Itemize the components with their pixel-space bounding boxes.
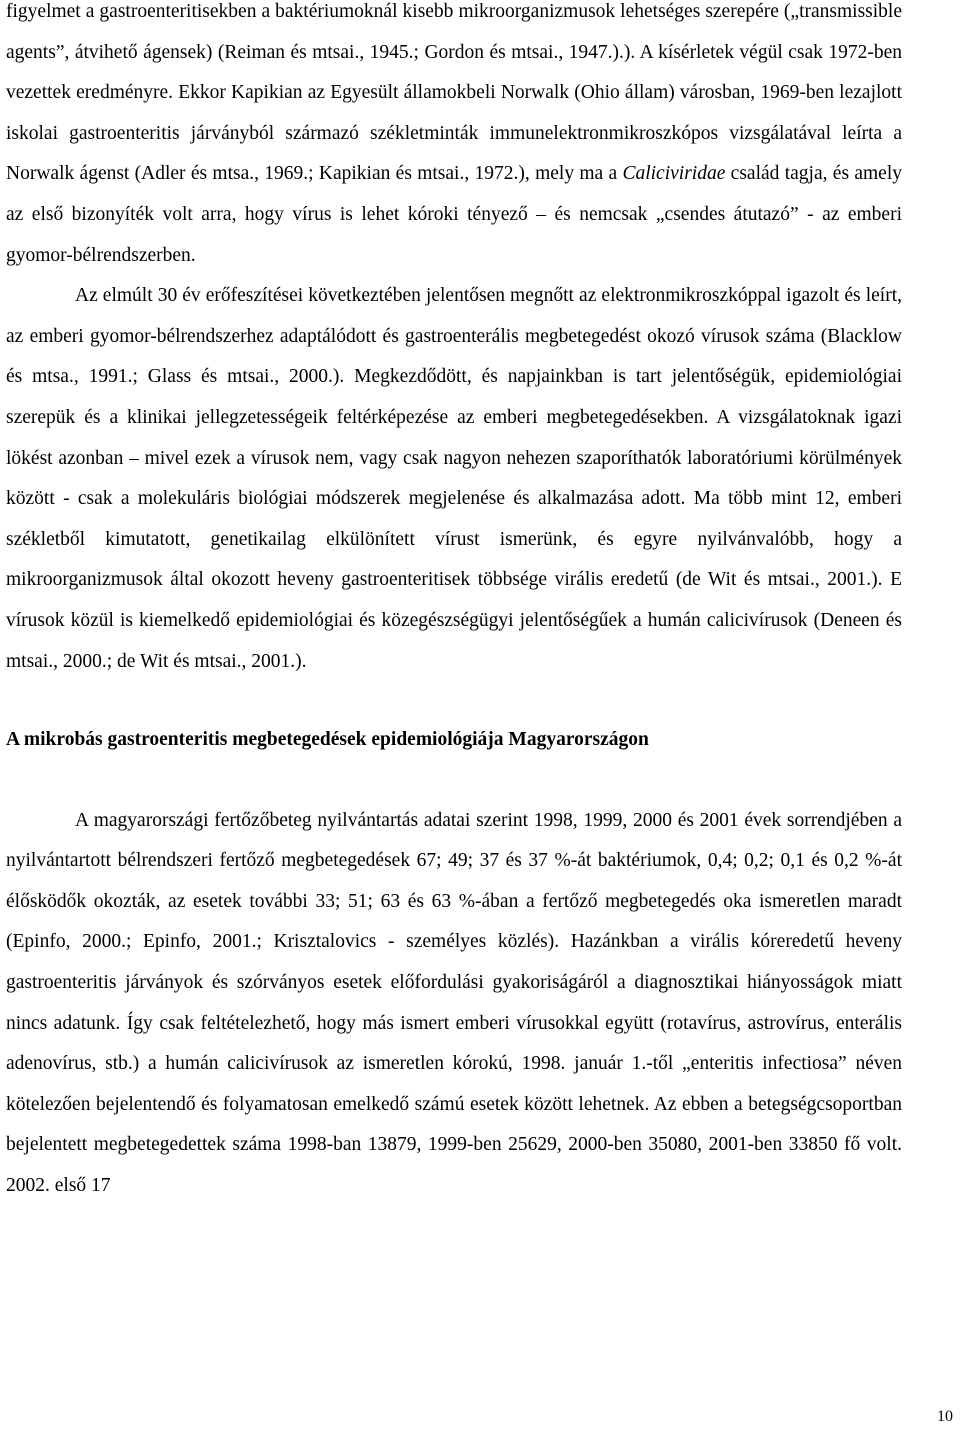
paragraph-hungary-epidemiology: A magyarországi fertőzőbeteg nyilvántartás adatai szerint 1998, 1999, 2000 és 2001 évek sorrendjében a nyilvántartott bélrendszeri fertőző megbetegedések 67; 49; 37 és 37 %-át baktériumok, 0,4; 0,2; 0,1 és 0,2 %-át élősködők okozták, az esetek további 33; 51; 63 és 63 %-ában a fertőző megbetegedés oka ismeretlen maradt (Epinfo, 2000.; Epinfo, 2001.; Krisztalovics - személyes közlés). Hazánkban a virális kóreredetű heveny gastroenteritis járványok és szórványos esetek előfordulási gyakoriságáról a diagnosztikai hiányosságok miatt nincs adatunk. Így csak feltételezhető, hogy más ismert emberi vírusokkal együtt (rotavírus, astrovírus, enterális adenovírus, stb.) a humán calicivírusok az ismeretlen kórokú, 1998. január 1.-től „enteritis infectiosa” néven kötelezően bejelentendő és folyamatosan emelkedő számú esetek között lehetnek. Az ebben a betegségcsoportban bejelentett megbetegedettek száma 1998-ban 13879, 1999-ben 25629, 2000-ben 35080, 2001-ben 33850 fő volt. 2002. első 17: [6, 809, 902, 1197]
text-run: figyelmet a gastroenteritisekben a baktériumoknál kisebb mikroorganizmusok lehetséges szerepére („transmissible agents”, átvihető ágensek) (Reiman és mtsai., 1945.; Gordon és mtsai., 1947.).). A kísérletek végül csak 1972-ben vezettek eredményre. Ekkor Kapikian az Egyesült államokbeli Norwalk (Ohio állam) városban, 1969-ben lezajlott iskolai gastroenteritis járványból származó székletminták immunelektronmikroszkópos vizsgálatával leírta a Norwalk ágenst (Adler és mtsa., 1969.; Kapikian és mtsai., 1972.), mely ma a: [6, 1, 902, 185]
paragraph-norwalk-history: [6, 0, 902, 276]
text-run: család tagja, és amely az első bizonyíték volt arra, hogy vírus is lehet kóroki tényező – és nemcsak „csendes átutazó” - az emberi gyomor-bélrendszerben.: [6, 163, 902, 266]
page-number: 10: [937, 1408, 953, 1425]
spacer: [6, 761, 902, 801]
paragraph-virus-research: [6, 276, 902, 682]
section-heading: A mikrobás gastroenteritis megbetegedések epidemiológiája Magyarországon: [6, 729, 649, 751]
document-page: [6, 0, 902, 1207]
spacer: [6, 682, 902, 720]
italic-term: Caliciviridae: [622, 163, 726, 185]
text-run: Az elmúlt 30 év erőfeszítései következtében jelentősen megnőtt az elektronmikroszkóppal igazolt és leírt, az emberi gyomor-bélrendszerhez adaptálódott és gastroenterális megbetegedést okozó vírusok száma (Blacklow és mtsa., 1991.; Glass és mtsai., 2000.). Megkezdődött, és napjainkban is tart jelentőségük, epidemiológiai szerepük és a klinikai jellegzetességeik feltérképezése az emberi megbetegedésekben. A vizsgálatoknak igazi lökést azonban – mivel ezek a vírusok nem, vagy csak nagyon nehezen szaporíthatók laboratóriumi körülmények között - csak a molekuláris biológiai módszerek megjelenése és alkalmazása adott. Ma több mint 12, emberi székletből kimutatott, genetikailag elkülönített vírust ismerünk, és egyre nyilvánvalóbb, hogy a mikroorganizmusok által okozott heveny gastroenteritisek többsége virális eredetű (de Wit és mtsai., 2001.). E vírusok közül is kiemelkedő epidemiológiai és közegészségügyi jelentőségűek a humán calicivírusok (Deneen és mtsai., 2000.; de Wit és mtsai., 2001.).: [6, 285, 902, 672]
